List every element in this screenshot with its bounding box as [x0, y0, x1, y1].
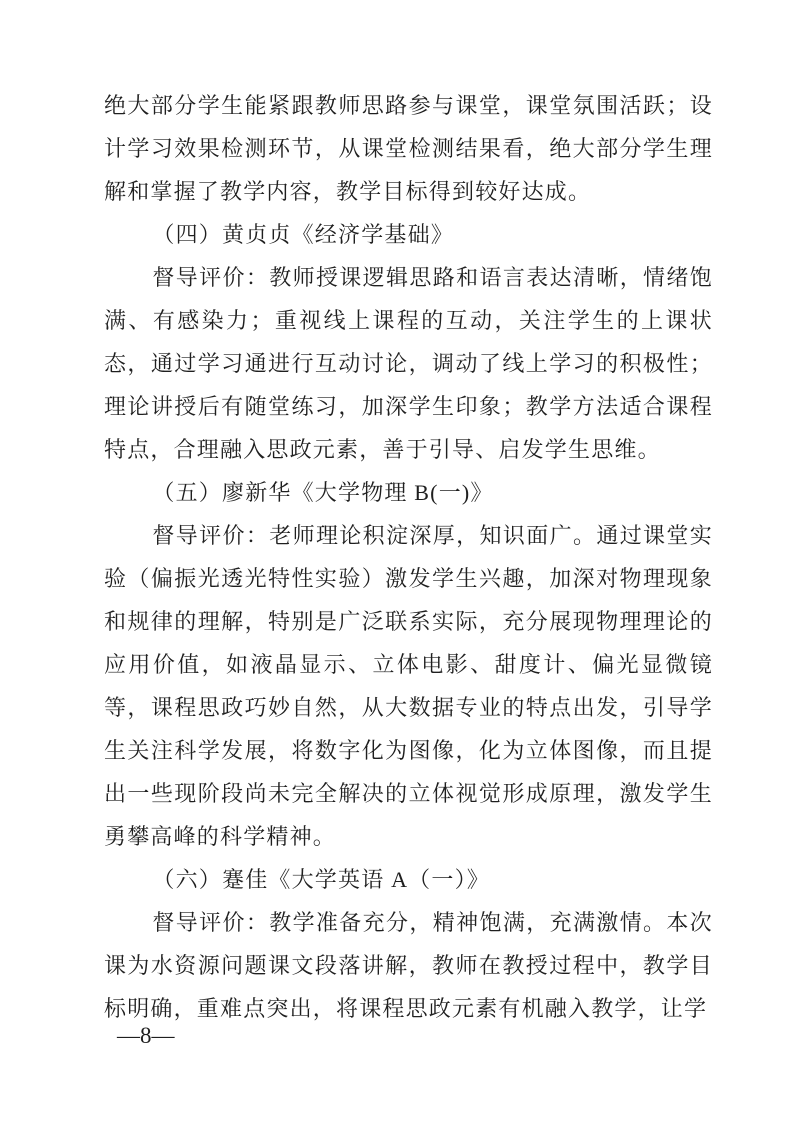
paragraph-continuation: 绝大部分学生能紧跟教师思路参与课堂，课堂氛围活跃；设计学习效果检测环节，从课堂检测结果看，绝大部分学生理解和掌握了教学内容，教学目标得到较好达成。 [104, 93, 713, 204]
section-heading-4: （四）黄贞贞《经济学基础》 [152, 222, 454, 247]
document-body [104, 84, 713, 1030]
section-heading-6: （六）蹇佳《大学英语 A（一）》 [152, 867, 490, 892]
evaluation-paragraph-4: 督导评价：教师授课逻辑思路和语言表达清晰，情绪饱满、有感染力；重视线上课程的互动，关注学生的上课状态，通过学习通进行互动讨论，调动了线上学习的积极性；理论讲授后有随堂练习，加深学生印象；教学方法适合课程特点，合理融入思政元素，善于引导、启发学生思维。 [104, 265, 713, 462]
evaluation-paragraph-6: 督导评价：教学准备充分，精神饱满，充满激情。本次课为水资源问题课文段落讲解，教师在教授过程中，教学目标明确，重难点突出，将课程思政元素有机融入教学，让学 [104, 910, 713, 1021]
evaluation-paragraph-5: 督导评价：老师理论积淀深厚，知识面广。通过课堂实验（偏振光透光特性实验）激发学生兴趣，加深对物理现象和规律的理解，特别是广泛联系实际，充分展现物理理论的应用价值，如液晶显示、立体电影、甜度计、偏光显微镜等，课程思政巧妙自然，从大数据专业的特点出发，引导学生关注科学发展，将数字化为图像，化为立体图像，而且提出一些现阶段尚未完全解决的立体视觉形成原理，激发学生勇攀高峰的科学精神。 [104, 523, 713, 849]
page-number: —8— [117, 1023, 175, 1048]
section-heading-5: （五）廖新华《大学物理 B(一)》 [152, 480, 494, 505]
